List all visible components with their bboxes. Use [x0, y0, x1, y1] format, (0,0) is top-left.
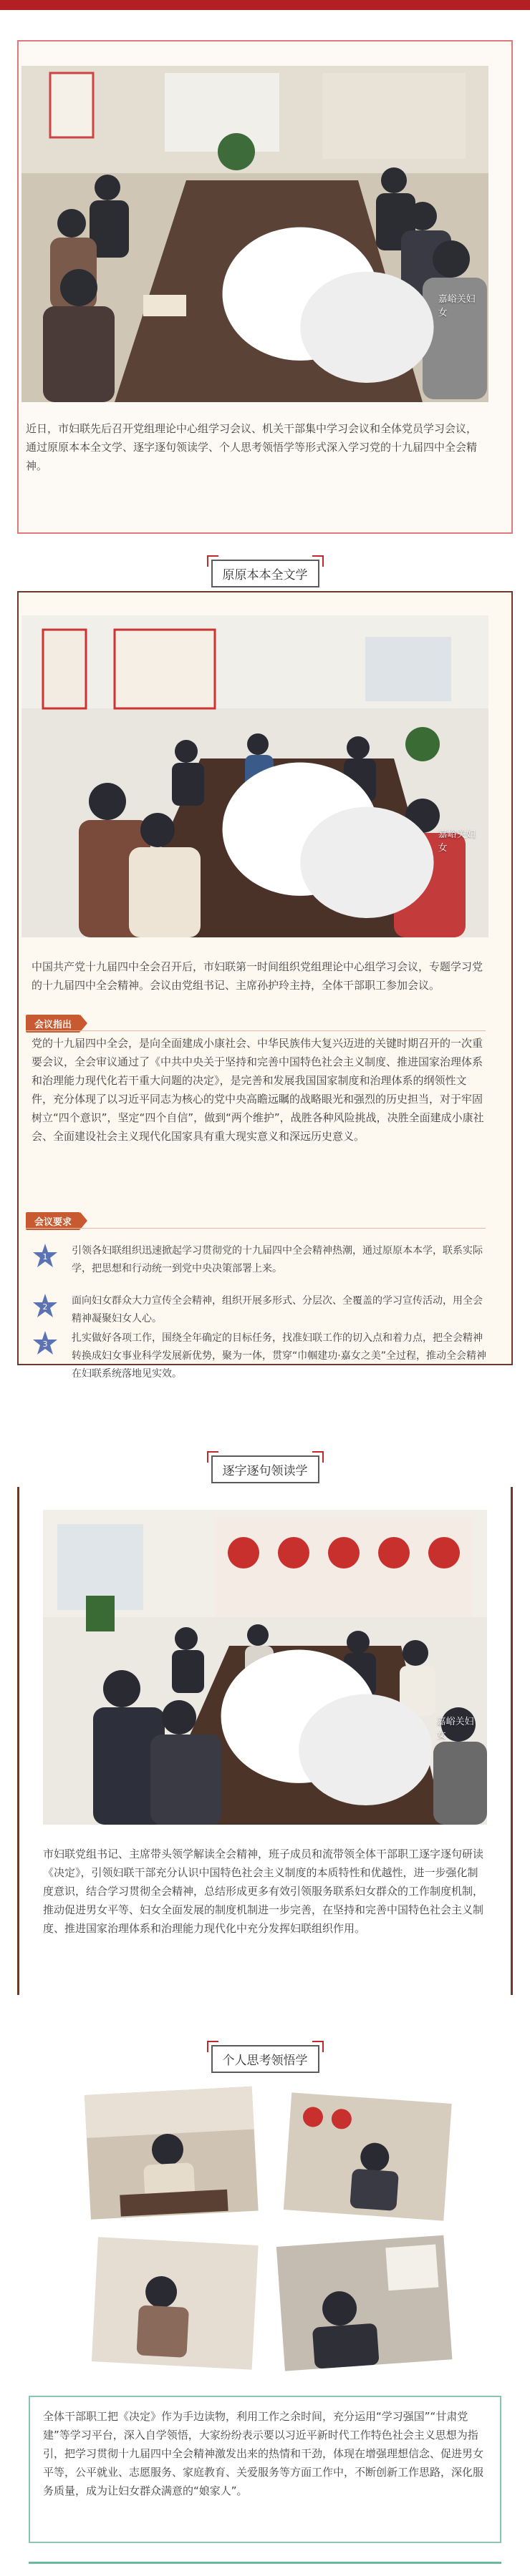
meeting-photo-2	[21, 615, 488, 937]
section-heading-verbatim	[0, 1455, 530, 1483]
svg-text:1: 1	[42, 1252, 48, 1262]
requirement-item-1	[32, 1242, 487, 1278]
svg-text:3: 3	[42, 1340, 48, 1349]
watermark-text: 嘉峪关妇女	[438, 293, 476, 318]
requirement-text: 面向妇女群众大力宣传全会精神，组织开展多形式、分层次、全覆盖的学习宣传活动，用全会精神凝聚妇女人心。	[72, 1295, 483, 1324]
requirement-text: 引领各妇联组织迅速掀起学习贯彻党的十九届四中全会精神热潮，通过原原本本学，联系实际学，把思想和行动统一到党中央决策部署上来。	[72, 1245, 483, 1274]
verbatim-paragraph: 市妇联党组书记、主席带头领学解读全会精神，班子成员和流带领全体干部职工逐字逐句研读《决定》，引领妇联干部充分认识中国特色社会主义制度的本质特性和优越性，进一步强化制度意识，结合学习贯彻全会精神，总结形成更多有效引领服务联系妇女群众的工作制度机制，推动促进男女平等、妇女全面发展的制度机制进一步完善，在坚持和完善中国特色社会主义制度、推进国家治理体系和治理能力现代化中充分发挥妇联组织作用。	[43, 1848, 484, 1935]
photo-watermark	[210, 1639, 476, 1816]
intro-paragraph: 近日，市妇联先后召开党组理论中心组学习会议、机关干部集中学习会议和全体党员学习会议，通过原原本本全文学、逐字逐句领读学、个人思考领悟学等形式深入学习党的十九届四中全会精神。	[26, 422, 478, 472]
meeting-photo-3	[43, 1510, 487, 1825]
wechat-icon	[211, 216, 434, 394]
reflection-card	[29, 2396, 501, 2543]
watermark-text: 嘉峪关妇女	[436, 1716, 474, 1741]
watermark-text: 嘉峪关妇女	[438, 829, 476, 854]
top-accent-bar	[0, 0, 530, 10]
collage-photos	[74, 2078, 464, 2379]
photo-watermark	[211, 751, 477, 929]
tag-rule	[26, 1228, 486, 1229]
section-heading-label: 逐字逐句领读学	[211, 1455, 319, 1483]
section-heading-label: 原原本本全文学	[211, 560, 319, 587]
section-heading-label: 个人思考领悟学	[211, 2045, 319, 2073]
full-text-intro: 中国共产党十九届四中全会召开后，市妇联第一时间组织党组理论中心组学习会议，专题学习党的十九届四中全会精神。会议由党组书记、主席孙护玲主持，全体干部职工参加会议。	[32, 960, 483, 992]
meeting-requirements-tag: 会议要求	[26, 1212, 80, 1230]
requirement-item-2	[32, 1292, 487, 1328]
section-heading-reflection	[0, 2045, 530, 2073]
star-number-icon	[32, 1292, 59, 1319]
reflection-paragraph: 全体干部职工把《决定》作为手边读物，利用工作之余时间，充分运用“学习强国”“甘肃党建”等学习平台，深入自学领悟，大家纷纷表示要以习近平新时代工作特色社会主义思想为指引，把学习贯彻十九届四中全会精神激发出来的热情和干劲，体现在增强理想信念、促进男女平等，公平就业、志愿服务、家庭教育、关爱服务等方面工作中，不断创新工作思路，深化服务质量，成为让妇女群众满意的“娘家人”。	[43, 2410, 484, 2497]
meeting-pointed-out-tag: 会议指出	[26, 1015, 80, 1033]
photo-collage	[74, 2078, 464, 2379]
tag-rule	[26, 1030, 486, 1031]
requirement-item-3	[32, 1330, 487, 1383]
photo-watermark	[211, 216, 477, 394]
wechat-icon	[210, 1639, 433, 1816]
star-number-icon	[32, 1242, 59, 1269]
meeting-photo-1	[21, 66, 488, 402]
meeting-pointed-out-text: 党的十九届四中全会，是向全面建成小康社会、中华民族伟大复兴迈进的关键时期召开的一次重要会议，全会审议通过了《中共中央关于坚持和完善中国特色社会主义制度、推进国家治理体系和治理能力现代化若干重大问题的决定》，是完善和发展我国国家制度和治理体系的纲领性文件，充分体现了以习近平同志为核心的党中央高瞻远瞩的战略眼光和强烈的历史担当，对于牢固树立“四个意识”，坚定“四个自信”，做到“两个维护”，战胜各种风险挑战，决胜全面建成小康社会、全面建设社会主义现代化国家具有重大现实意义和深远历史意义。	[32, 1037, 484, 1143]
section-heading-full-text	[0, 560, 530, 587]
star-number-icon	[32, 1330, 59, 1357]
wechat-icon	[211, 751, 434, 929]
requirement-text: 扎实做好各项工作，围绕全年确定的目标任务，找准妇联工作的切入点和着力点，把全会精神转换成妇女事业科学发展新优势，聚为一体，贯穿“巾帼建功·嘉女之美”全过程，推动全会精神在妇联系统落地见实效。	[72, 1332, 486, 1380]
svg-text:2: 2	[42, 1302, 48, 1312]
bottom-accent-line	[29, 2562, 501, 2564]
